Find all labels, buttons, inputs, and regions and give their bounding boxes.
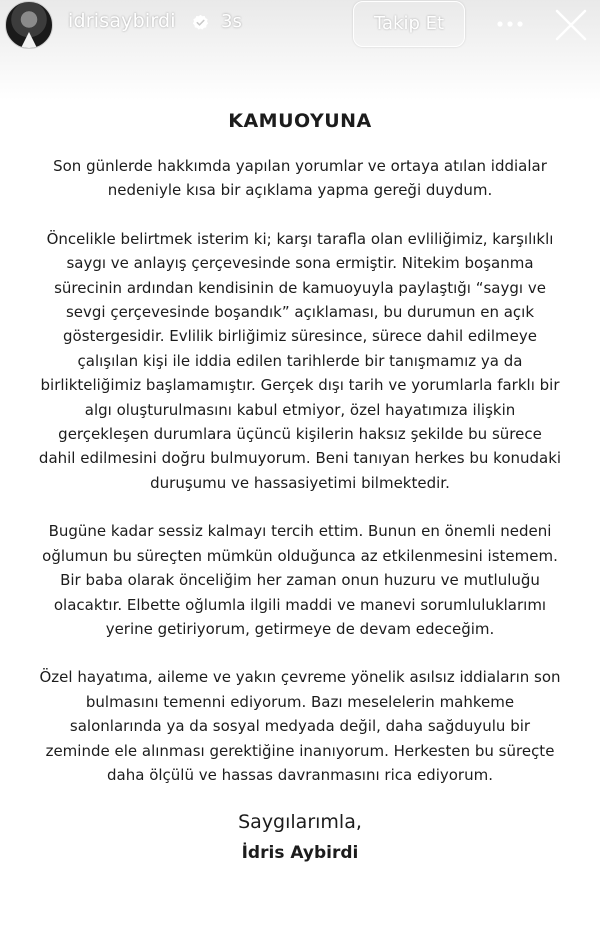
story-time: 3s: [221, 11, 242, 32]
close-icon[interactable]: [553, 7, 589, 43]
follow-button[interactable]: Takip Et: [353, 1, 465, 47]
username[interactable]: idrisaybirdi: [68, 10, 176, 32]
more-dots-icon[interactable]: [494, 10, 526, 38]
verified-badge-icon: [192, 14, 209, 31]
statement-paragraph: Özel hayatıma, aileme ve yakın çevreme yönelik asılsız iddiaların son bulmasını temenni ediyorum. Bazı meselelerin mahkeme salonlarında ya da sosyal medyada değil, daha sağduyulu bir zeminde ele alınması gerektiğine inanıyorum. Herkesten bu süreçte daha ölçülü ve hassas davranmasını rica ediyorum.: [39, 668, 561, 784]
statement-title: KAMUOYUNA: [228, 110, 372, 132]
statement-paragraph: Son günlerde hakkımda yapılan yorumlar ve ortaya atılan iddialar nedeniyle kısa bir açıklama yapma gereği duydum.: [53, 157, 547, 200]
story-header: [0, 0, 600, 52]
statement-paragraph: Öncelikle belirtmek isterim ki; karşı tarafla olan evliliğimiz, karşılıklı saygı ve anlayış çerçevesinde sona ermiştir. Nitekim boşanma sürecinin ardından kendisinin de kamuoyuyla paylaştığı “saygı ve sevgi çerçevesinde boşandık” açıklaması, bu durumun en açık göstergesidir. Evlilik birliğimiz süresince, sürece dahil edilmeye çalışılan kişi ile iddia edilen tarihlerde bir tanışmamız ya da birlikteliğimiz başlamamıştır. Gerçek dışı tarih ve yorumlarla farklı bir algı oluşturulmasını kabul etmiyor, özel hayatımıza ilişkin gerçekleşen durumlara üçüncü kişilerin haksız şekilde bu sürece dahil edilmesini doğru bulmuyorum. Beni tanıyan herkes bu konudaki duruşumu ve hassasiyetimi bilmektedir.: [38, 229, 562, 492]
statement-signature: İdris Aybirdi: [241, 843, 359, 864]
avatar[interactable]: [5, 1, 53, 49]
statement: [0, 100, 600, 863]
statement-paragraph: Bugüne kadar sessiz kalmayı tercih ettim. Bunun en önemli nedeni oğlumun bu süreçten mümkün olduğunca az etkilenmesini istemem. Bir baba olarak önceliğim her zaman onun huzuru ve mutluluğu olacaktır. Elbette oğlumla ilgili maddi ve manevi sorumluluklarımı yerine getiriyorum, getirmeye de devam edeceğim.: [42, 522, 558, 638]
avatar-collar: [20, 32, 38, 49]
statement-closing: Saygılarımla,: [238, 811, 362, 834]
